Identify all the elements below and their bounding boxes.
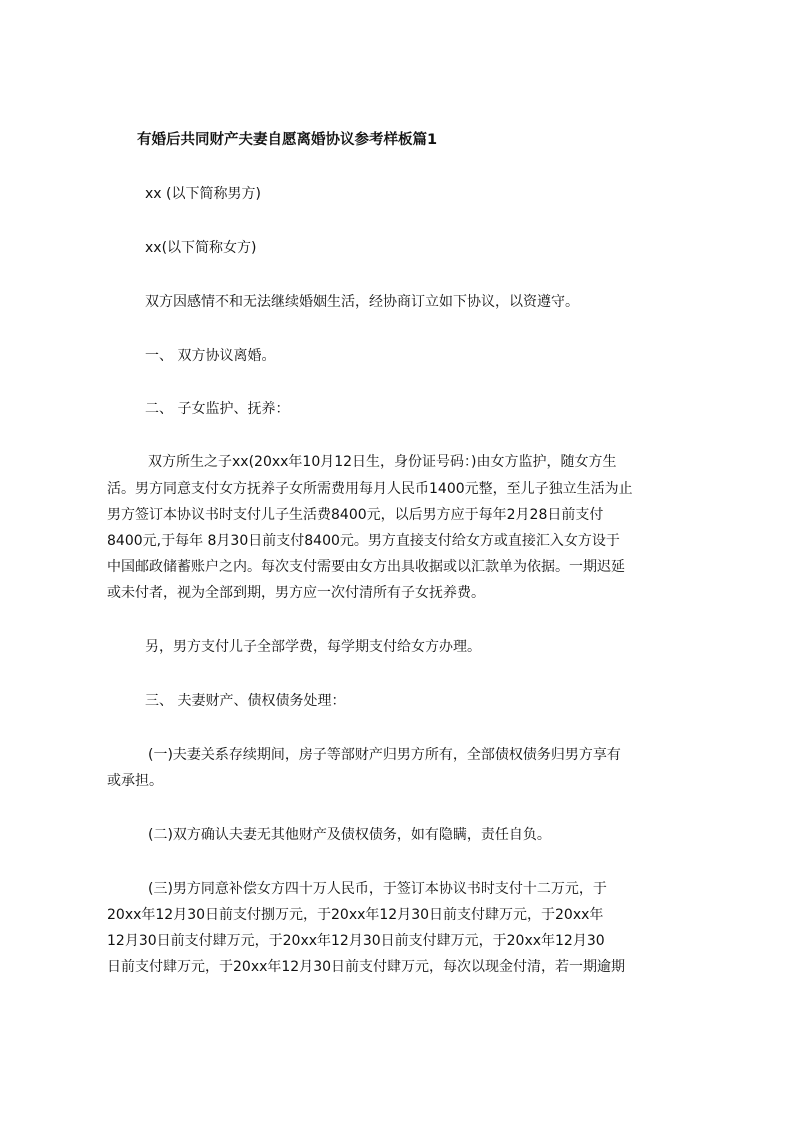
document-title: 有婚后共同财产夫妻自愿离婚协议参考样板篇1 bbox=[137, 132, 438, 148]
party-female: xx(以下简称女方) bbox=[145, 240, 257, 256]
clause-2-body-line: 中国邮政储蓄账户之内。每次支付需要由女方出具收据或以汇款单为依据。一期迟延 bbox=[107, 559, 625, 575]
clause-2-body-line: 双方所生之子xx(20xx年10月12日生，身份证号码：)由女方监护，随女方生 bbox=[148, 454, 617, 470]
clause-3-item-3-line: 20xx年12月30日前支付捌万元，于20xx年12月30日前支付肆万元，于20xx年 bbox=[107, 907, 604, 923]
clause-3-item-3-line: 日前支付肆万元，于20xx年12月30日前支付肆万元，每次以现金付清，若一期逾期 bbox=[107, 959, 626, 975]
clause-2-body-line: 男方签订本协议书时支付儿子生活费8400元，以后男方应于每年2月28日前支付 bbox=[107, 507, 604, 523]
clause-3-item-1-line: 或承担。 bbox=[107, 773, 163, 789]
preamble: 双方因感情不和无法继续婚姻生活，经协商订立如下协议，以资遵守。 bbox=[145, 294, 579, 310]
clause-2-body-line: 或未付者，视为全部到期，男方应一次付清所有子女抚养费。 bbox=[107, 585, 485, 601]
clause-3-heading: 三、 夫妻财产、债权债务处理： bbox=[145, 693, 346, 709]
clause-2-extra: 另，男方支付儿子全部学费，每学期支付给女方办理。 bbox=[145, 639, 481, 655]
clause-3-item-1-line: (一)夫妻关系存续期间，房子等部财产归男方所有，全部债权债务归男方享有 bbox=[148, 747, 621, 763]
clause-3-item-2: (二)双方确认夫妻无其他财产及债权债务，如有隐瞒，责任自负。 bbox=[148, 827, 551, 843]
clause-2-body-line: 活。男方同意支付女方抚养子女所需费用每月人民币1400元整，至儿子独立生活为止 bbox=[107, 481, 633, 497]
clause-2-heading: 二、 子女监护、抚养： bbox=[145, 401, 290, 417]
clause-3-item-3-line: (三)男方同意补偿女方四十万人民币，于签订本协议书时支付十二万元，于 bbox=[148, 881, 607, 897]
party-male: xx (以下简称男方) bbox=[145, 186, 261, 202]
clause-1-heading: 一、 双方协议离婚。 bbox=[145, 348, 276, 364]
clause-2-body-line: 8400元,于每年 8月30日前支付8400元。男方直接支付给女方或直接汇入女方设于 bbox=[107, 533, 620, 549]
clause-3-item-3-line: 12月30日前支付肆万元，于20xx年12月30日前支付肆万元，于20xx年12月30 bbox=[107, 933, 605, 949]
